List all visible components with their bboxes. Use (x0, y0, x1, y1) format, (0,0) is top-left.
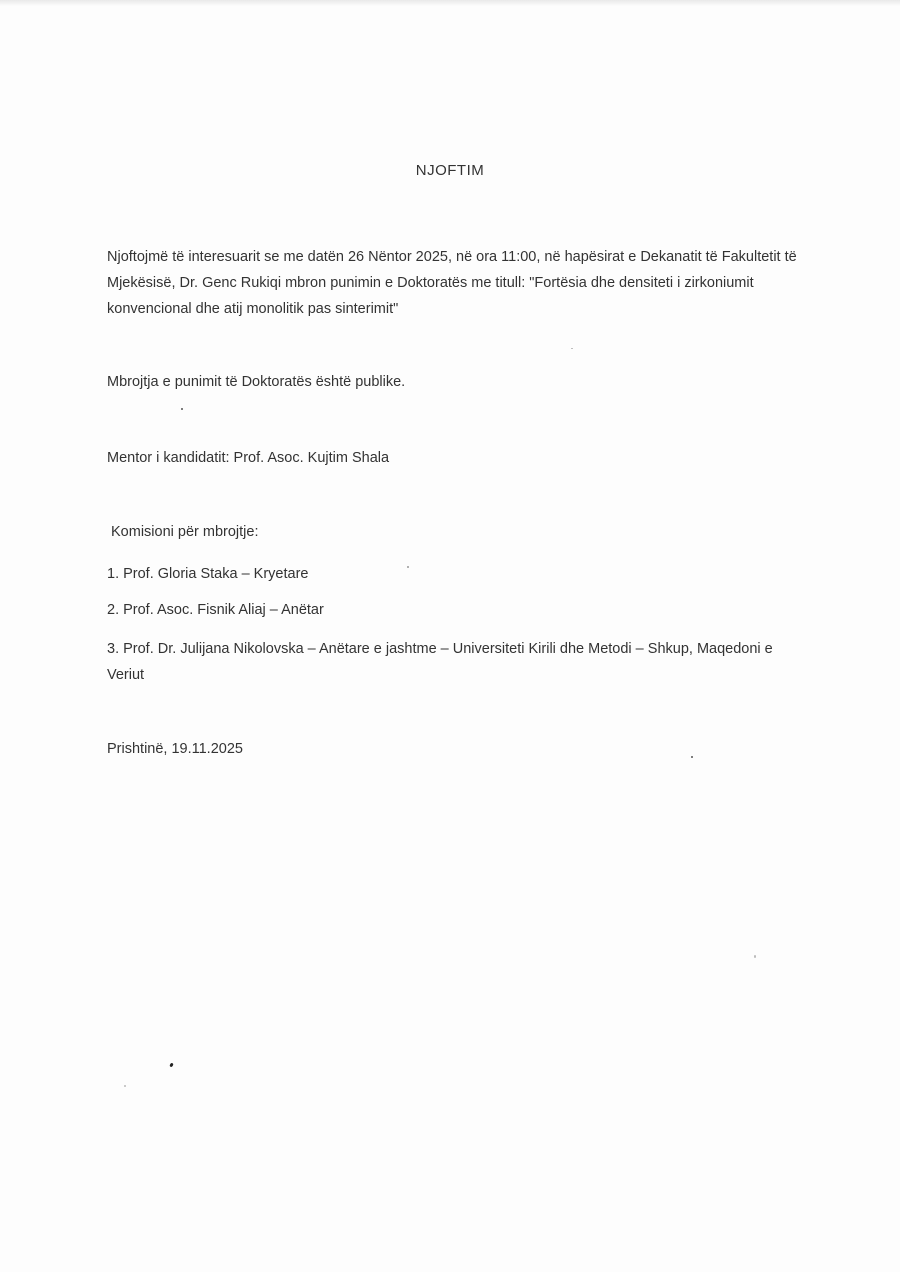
committee-member: 3. Prof. Dr. Julijana Nikolovska – Anëtare e jashtme – Universiteti Kirili dhe Metodi – Shkup, Maqedoni e Veriut (107, 641, 773, 683)
scan-speck (169, 1063, 174, 1068)
scan-speck (124, 1085, 126, 1087)
scan-top-edge (0, 0, 900, 6)
place-date: Prishtinë, 19.11.2025 (107, 741, 243, 757)
scan-speck (181, 408, 183, 410)
committee-heading: Komisioni për mbrojtje: (111, 524, 259, 540)
scan-speck (754, 955, 756, 958)
notice-title: NJOFTIM (415, 162, 485, 179)
scan-speck (571, 348, 573, 349)
scan-speck (691, 756, 693, 758)
committee-member: 2. Prof. Asoc. Fisnik Aliaj – Anëtar (107, 602, 324, 618)
mentor-line: Mentor i kandidatit: Prof. Asoc. Kujtim Shala (107, 450, 390, 466)
scan-speck (407, 566, 409, 568)
committee-member: 1. Prof. Gloria Staka – Kryetare (107, 566, 309, 582)
public-statement: Mbrojtja e punimit të Doktoratës është publike. (107, 374, 406, 390)
notice-intro-paragraph: Njoftojmë të interesuarit se me datën 26 Nëntor 2025, në ora 11:00, në hapësirat e Dekanatit të Fakultetit të Mjekësisë, Dr. Genc Rukiqi mbron punimin e Doktoratës me titull: "Fortësia dhe densiteti i zirkoniumit konvencional dhe atij monolitik pas sinterimit" (107, 249, 797, 317)
